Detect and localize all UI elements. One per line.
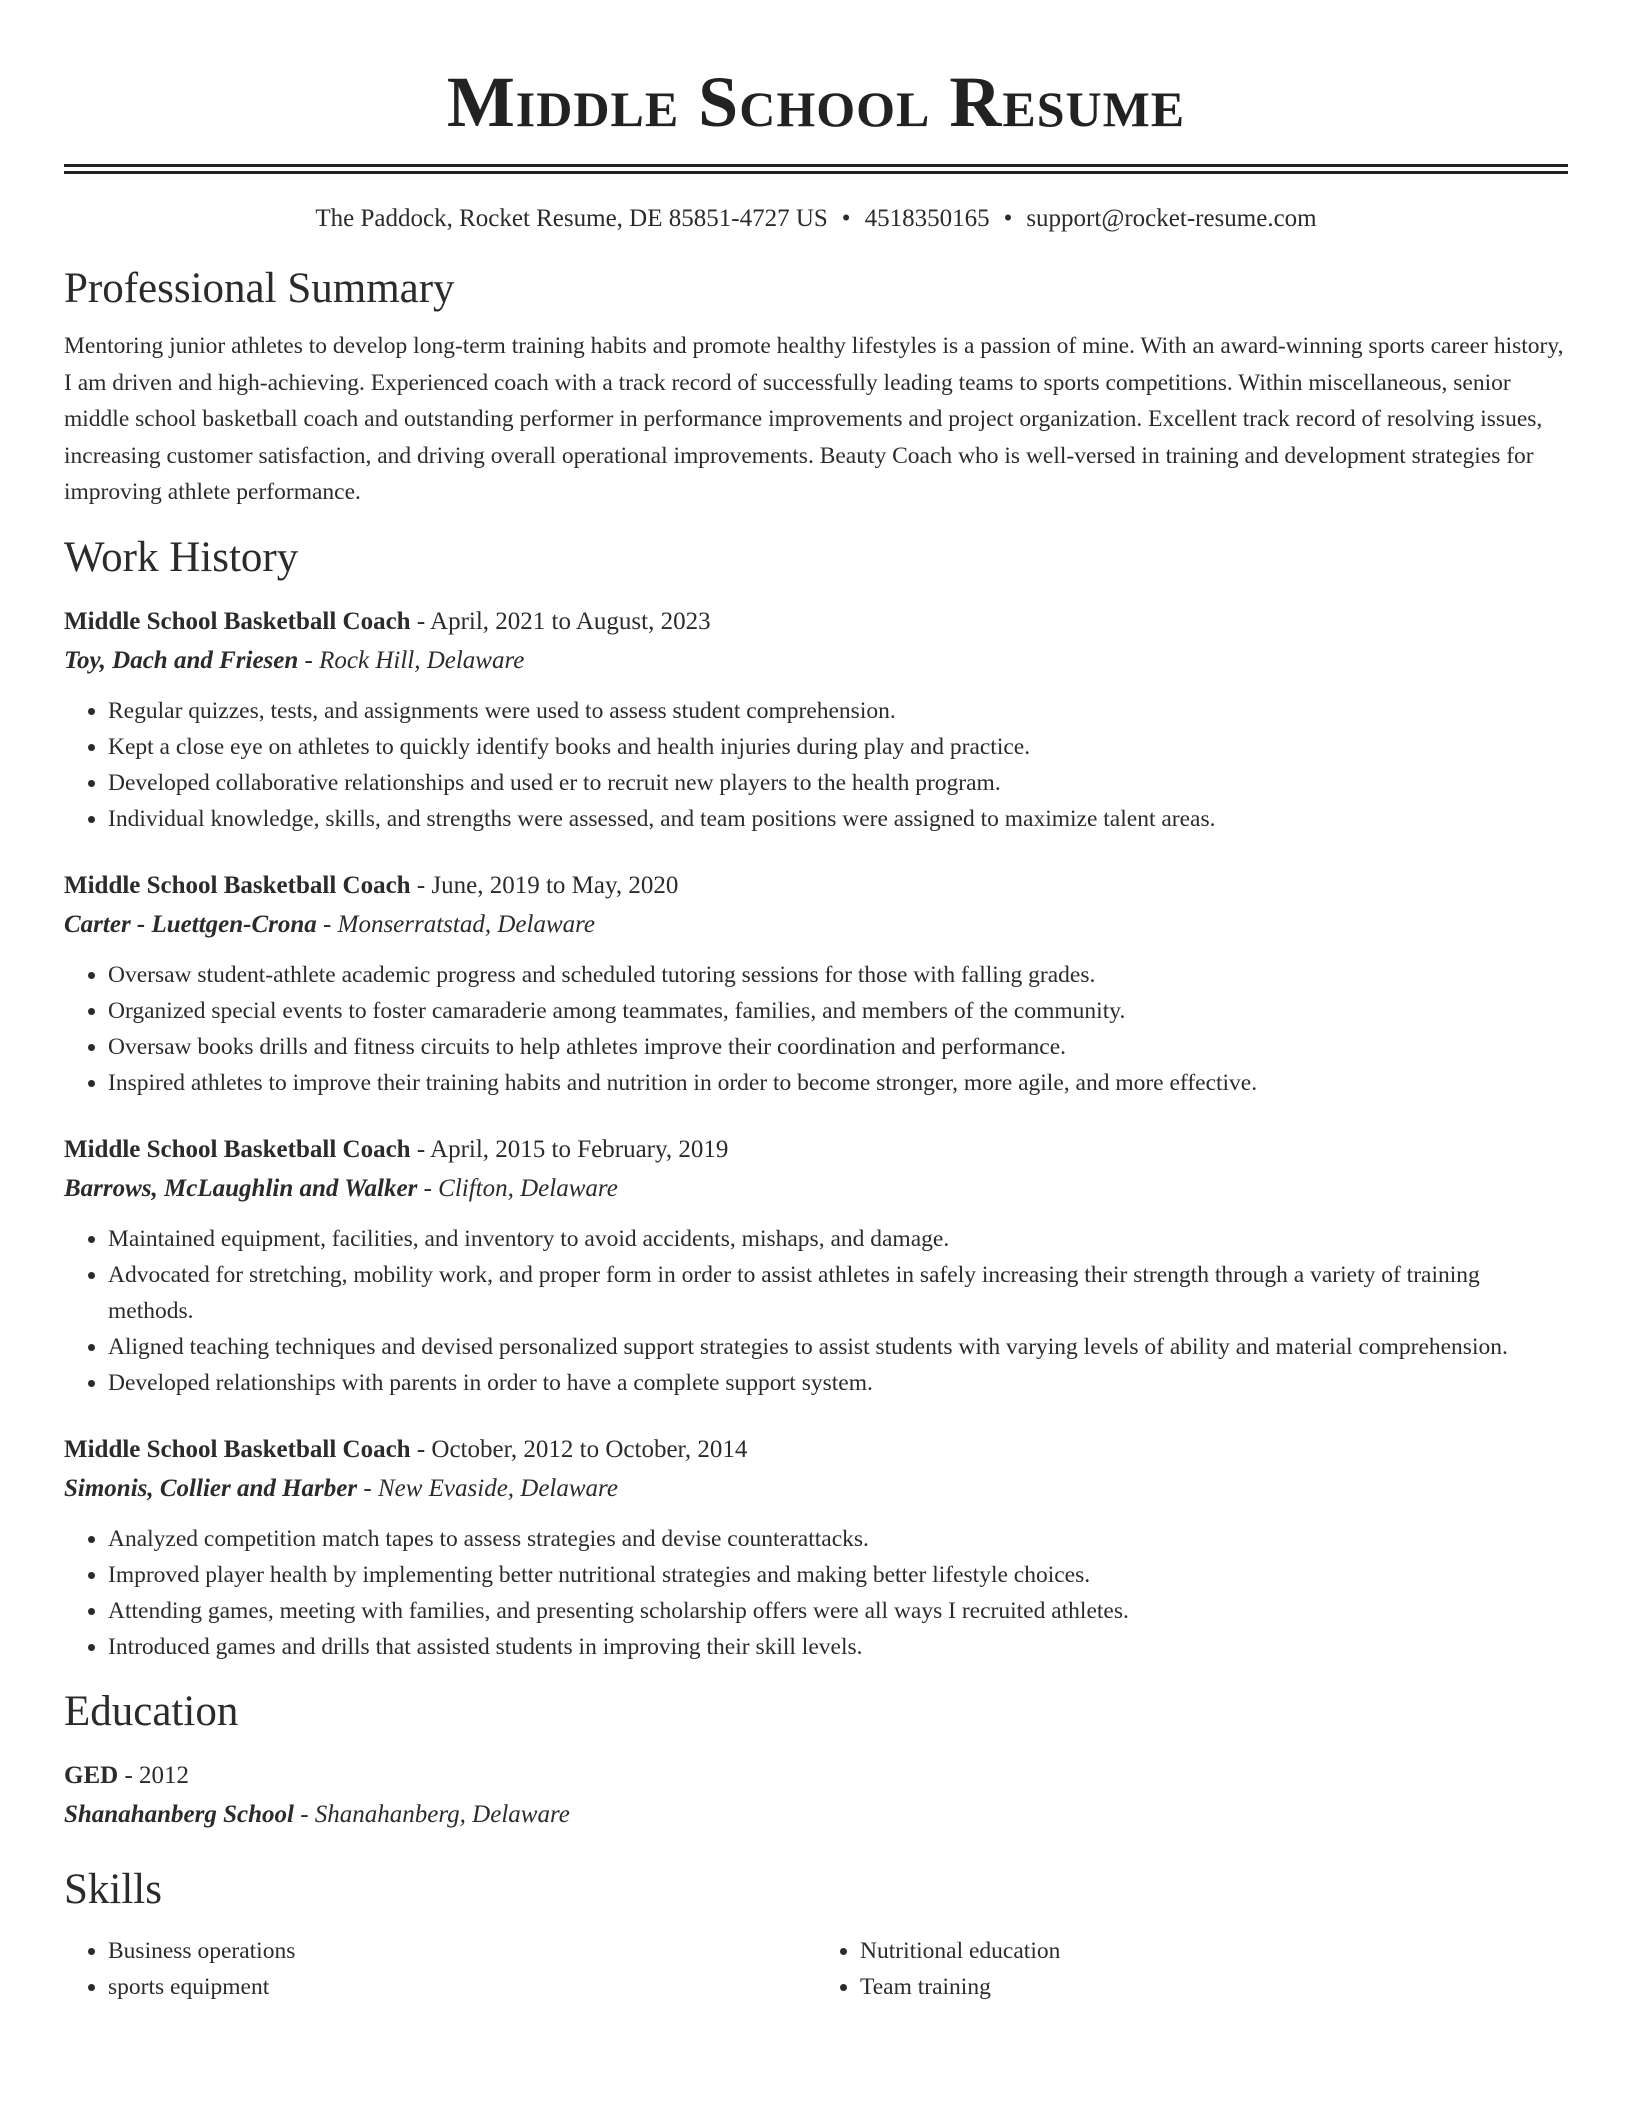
skills-column-left <box>64 1933 816 2005</box>
page-title: Middle School Resume <box>446 62 1186 142</box>
job-title: Middle School Basketball Coach <box>64 871 411 899</box>
education-degree-line <box>64 1757 1568 1795</box>
job-bullet: • Developed collaborative relationships and used er to recruit new players to the health program. <box>108 765 1568 801</box>
job-location: - New Evaside, Delaware <box>357 1474 618 1502</box>
job-entry <box>64 1431 1568 1665</box>
job-title: Middle School Basketball Coach <box>64 607 411 635</box>
work-history-heading: Work History <box>64 533 299 581</box>
job-company: Simonis, Collier and Harber <box>64 1474 358 1502</box>
contact-line <box>64 204 1568 234</box>
job-entry <box>64 1131 1568 1401</box>
job-bullet: • Oversaw student-athlete academic progress and scheduled tutoring sessions for those with falling grades. <box>108 957 1568 993</box>
education-year: - 2012 <box>118 1761 190 1789</box>
job-company-line <box>64 641 1568 681</box>
education-degree: GED <box>64 1761 119 1789</box>
job-dates: - October, 2012 to October, 2014 <box>410 1435 748 1463</box>
job-bullet: • Improved player health by implementing better nutritional strategies and making better lifestyle choices. <box>108 1557 1568 1593</box>
education-heading: Education <box>64 1687 239 1735</box>
contact-separator: • <box>1003 205 1013 232</box>
job-bullet: • Introduced games and drills that assisted students in improving their skill levels. <box>108 1629 1568 1665</box>
job-title: Middle School Basketball Coach <box>64 1435 411 1463</box>
contact-email[interactable]: support@rocket-resume.com <box>1026 205 1317 232</box>
skill-item: • sports equipment <box>108 1969 816 2005</box>
job-bullet: • Analyzed competition match tapes to assess strategies and devise counterattacks. <box>108 1521 1568 1557</box>
job-company: Barrows, McLaughlin and Walker <box>64 1174 418 1202</box>
job-title-line <box>64 1131 1568 1169</box>
job-bullet: • Oversaw books drills and fitness circuits to help athletes improve their coordination and performance. <box>108 1029 1568 1065</box>
job-location: - Clifton, Delaware <box>417 1174 618 1202</box>
job-dates: - April, 2015 to February, 2019 <box>410 1135 729 1163</box>
job-bullet: • Inspired athletes to improve their training habits and nutrition in order to become stronger, more agile, and more effective. <box>108 1065 1568 1101</box>
education-entry <box>64 1757 1568 1835</box>
job-company: Carter - Luettgen-Crona <box>64 910 317 938</box>
skills-heading: Skills <box>64 1865 162 1913</box>
skills-list <box>64 1933 1568 2005</box>
job-company: Toy, Dach and Friesen <box>64 646 299 674</box>
contact-address: The Paddock, Rocket Resume, DE 85851-4727 US <box>315 205 828 232</box>
job-title-line <box>64 867 1568 905</box>
job-title-line <box>64 1431 1568 1469</box>
summary-heading: Professional Summary <box>64 265 455 312</box>
job-bullet: • Kept a close eye on athletes to quickly identify books and health injuries during play and practice. <box>108 729 1568 765</box>
job-location: - Rock Hill, Delaware <box>298 646 525 674</box>
job-location: - Monserratstad, Delaware <box>316 910 596 938</box>
skill-item: • Nutritional education <box>860 1933 1568 1969</box>
job-entry <box>64 603 1568 837</box>
job-dates: - June, 2019 to May, 2020 <box>410 871 679 899</box>
job-bullets <box>64 1521 1568 1665</box>
job-bullet: • Aligned teaching techniques and devised personalized support strategies to assist students with varying levels of ability and material comprehension. <box>108 1329 1568 1365</box>
job-bullets <box>64 1221 1568 1401</box>
job-bullet: • Organized special events to foster camaraderie among teammates, families, and members of the community. <box>108 993 1568 1029</box>
job-dates: - April, 2021 to August, 2023 <box>410 607 711 635</box>
job-bullet: • Individual knowledge, skills, and strengths were assessed, and team positions were assigned to maximize talent areas. <box>108 801 1568 837</box>
job-company-line <box>64 905 1568 945</box>
job-title: Middle School Basketball Coach <box>64 1135 411 1163</box>
skills-column-right <box>816 1933 1568 2005</box>
contact-separator: • <box>841 205 851 232</box>
education-location: - Shanahanberg, Delaware <box>293 1800 570 1828</box>
skill-item: • Business operations <box>108 1933 816 1969</box>
summary-text: Mentoring junior athletes to develop long-term training habits and promote healthy lifestyles is a passion of mine. With an award-winning sports career history, I am driven and high-achieving. Experienced coach with a track record of successfully leading teams to sports competitions. Within miscellaneous, senior middle school basketball coach and outstanding performer in performance improvements and project organization. Excellent track record of resolving issues, increasing customer satisfaction, and driving overall operational improvements. Beauty Coach who is well-versed in training and development strategies for improving athlete performance. <box>64 333 1564 505</box>
job-bullet: • Regular quizzes, tests, and assignments were used to assess student comprehension. <box>108 693 1568 729</box>
job-bullet: • Developed relationships with parents in order to have a complete support system. <box>108 1365 1568 1401</box>
education-school-line <box>64 1795 1568 1835</box>
job-entry <box>64 867 1568 1101</box>
job-bullets <box>64 957 1568 1101</box>
job-bullet: • Maintained equipment, facilities, and inventory to avoid accidents, mishaps, and damage. <box>108 1221 1568 1257</box>
contact-phone: 4518350165 <box>864 205 990 232</box>
job-company-line <box>64 1469 1568 1509</box>
skill-item: • Team training <box>860 1969 1568 2005</box>
education-school: Shanahanberg School <box>64 1800 294 1828</box>
title-divider <box>64 164 1568 174</box>
job-title-line <box>64 603 1568 641</box>
job-company-line <box>64 1169 1568 1209</box>
job-bullet: • Attending games, meeting with families, and presenting scholarship offers were all ways I recruited athletes. <box>108 1593 1568 1629</box>
job-bullet: • Advocated for stretching, mobility work, and proper form in order to assist athletes in safely increasing their strength through a variety of training methods. <box>108 1257 1568 1329</box>
job-bullets <box>64 693 1568 837</box>
